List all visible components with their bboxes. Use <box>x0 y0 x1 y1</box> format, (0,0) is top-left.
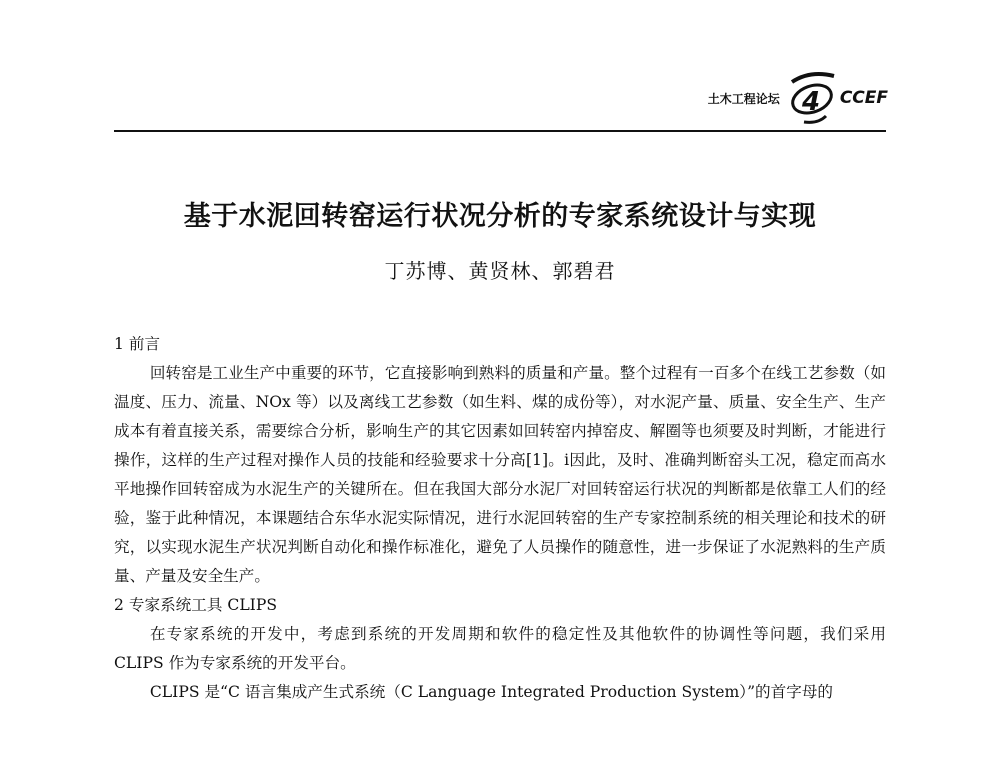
paper-body <box>114 330 886 707</box>
section-heading-clips: 2 专家系统工具 CLIPS <box>114 596 278 614</box>
logo-ccef-text: CCEF <box>839 88 888 108</box>
clips-paragraph-1: 在专家系统的开发中，考虑到系统的开发周期和软件的稳定性及其他软件的协调性等问题，我们采用 CLIPS 作为专家系统的开发平台。 <box>114 625 886 672</box>
paper-title: 基于水泥回转窑运行状况分析的专家系统设计与实现 <box>183 201 817 232</box>
paper-authors: 丁苏博、黄贤林、郭碧君 <box>384 259 616 283</box>
logo-emblem-icon <box>782 68 844 128</box>
svg-text:4: 4 <box>801 87 820 117</box>
logo-chinese-text: 土木工程论坛 <box>707 91 780 106</box>
section-heading-intro: 1 前言 <box>114 335 161 353</box>
journal-logo <box>708 66 888 130</box>
header-rule <box>114 130 886 132</box>
clips-paragraph-2: CLIPS 是“C 语言集成产生式系统（C Language Integrated Production System）”的首字母的 <box>149 683 834 701</box>
intro-paragraph: 回转窑是工业生产中重要的环节，它直接影响到熟料的质量和产量。整个过程有一百多个在线工艺参数（如温度、压力、流量、NOx 等）以及离线工艺参数（如生料、煤的成份等），对水泥产量、质量、安全生产、生产成本有着直接关系，需要综合分析，影响生产的其它因素如回转窑内掉窑皮、解圈等也须要及时判断，才能进行操作，这样的生产过程对操作人员的技能和经验要求十分高[1]。i因此，及时、准确判断窑头工况，稳定而高水平地操作回转窑成为水泥生产的关键所在。但在我国大部分水泥厂对回转窑运行状况的判断都是依靠工人们的经验，鉴于此种情况，本课题结合东华水泥实际情况，进行水泥回转窑的生产专家控制系统的相关理论和技术的研究，以实现水泥生产状况判断自动化和操作标准化，避免了人员操作的随意性，进一步保证了水泥熟料的生产质量、产量及安全生产。 <box>114 364 886 585</box>
